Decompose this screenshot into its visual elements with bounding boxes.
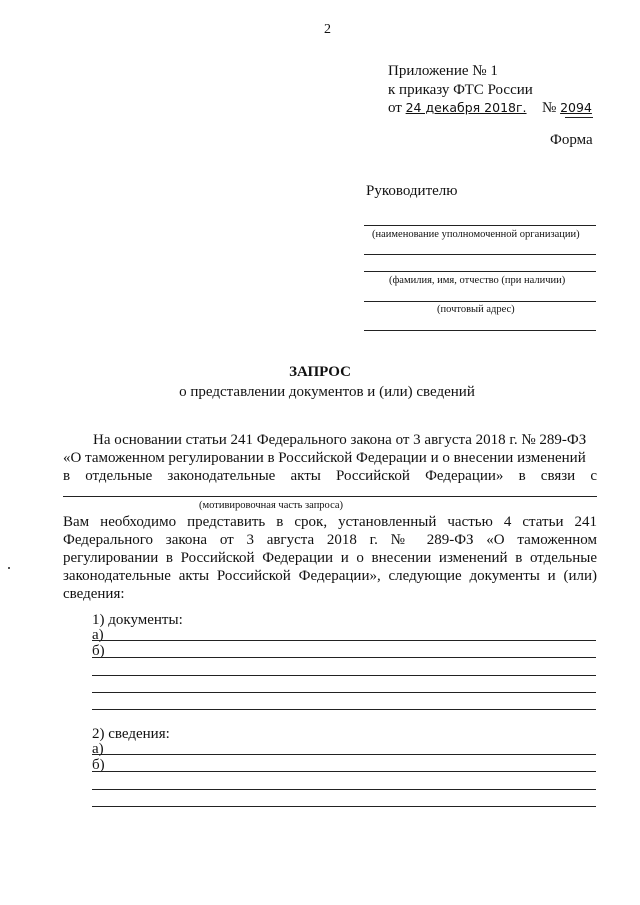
caption-name: (фамилия, имя, отчество (при наличии) <box>389 275 566 286</box>
page-number: 2 <box>324 22 331 37</box>
address-line-2 <box>364 330 596 331</box>
date-prefix: от <box>388 100 402 116</box>
documents-line-d <box>92 692 596 693</box>
caption-motive: (мотивировочная часть запроса) <box>199 500 344 511</box>
appendix-title: Приложение № 1 <box>388 63 498 79</box>
info-line-a <box>92 754 596 755</box>
p2-line-5: сведения: <box>63 586 125 602</box>
p1-line-3: в отдельные законодательные акты Российской Федерации» в связи с <box>63 468 597 484</box>
org-line <box>364 225 596 226</box>
caption-address: (почтовый адрес) <box>437 304 515 315</box>
documents-line-e <box>92 709 596 710</box>
documents-line-c <box>92 675 596 676</box>
info-line-b <box>92 771 596 772</box>
appendix-order: к приказу ФТС России <box>388 82 533 98</box>
documents-line-a <box>92 640 596 641</box>
request-subtitle: о представлении документов и (или) сведений <box>179 384 475 400</box>
name-line <box>364 271 596 272</box>
documents-item-a: а) <box>92 627 104 643</box>
info-line-c <box>92 789 596 790</box>
info-item-b: б) <box>92 757 105 773</box>
p2-line-3: регулировании в Российской Федерации и о внесении изменений в отдельные <box>63 550 597 566</box>
documents-title: 1) документы: <box>92 612 183 628</box>
info-title: 2) сведения: <box>92 726 170 742</box>
p1-line-2: «О таможенном регулировании в Российской Федерации и о внесении изменений <box>63 450 586 466</box>
addressee-title: Руководителю <box>366 183 458 199</box>
org-line-2 <box>364 254 596 255</box>
caption-org: (наименование уполномоченной организации) <box>372 229 580 240</box>
p2-line-2: Федерального закона от 3 августа 2018 г. № 289-ФЗ «О таможенном <box>63 532 597 548</box>
date-value: 24 декабря 2018г. <box>405 100 527 115</box>
form-label: Форма <box>550 132 593 148</box>
scan-speck <box>8 567 10 569</box>
documents-line-b <box>92 657 596 658</box>
appendix-date-row <box>388 100 592 117</box>
request-title: ЗАПРОС <box>289 364 351 380</box>
motive-line <box>63 496 597 497</box>
p2-line-4: законодательные акты Российской Федерации», следующие документы и (или) <box>63 568 597 584</box>
info-line-d <box>92 806 596 807</box>
number-value: 2094 <box>560 100 592 115</box>
documents-item-b: б) <box>92 643 105 659</box>
p2-line-1: Вам необходимо представить в срок, установленный частью 4 статьи 241 <box>63 514 597 530</box>
number-prefix: № <box>542 100 557 116</box>
address-line <box>364 301 596 302</box>
info-item-a: а) <box>92 741 104 757</box>
p1-line-1: На основании статьи 241 Федерального закона от 3 августа 2018 г. № 289-ФЗ <box>93 432 587 448</box>
number-underline-tail <box>565 117 593 118</box>
